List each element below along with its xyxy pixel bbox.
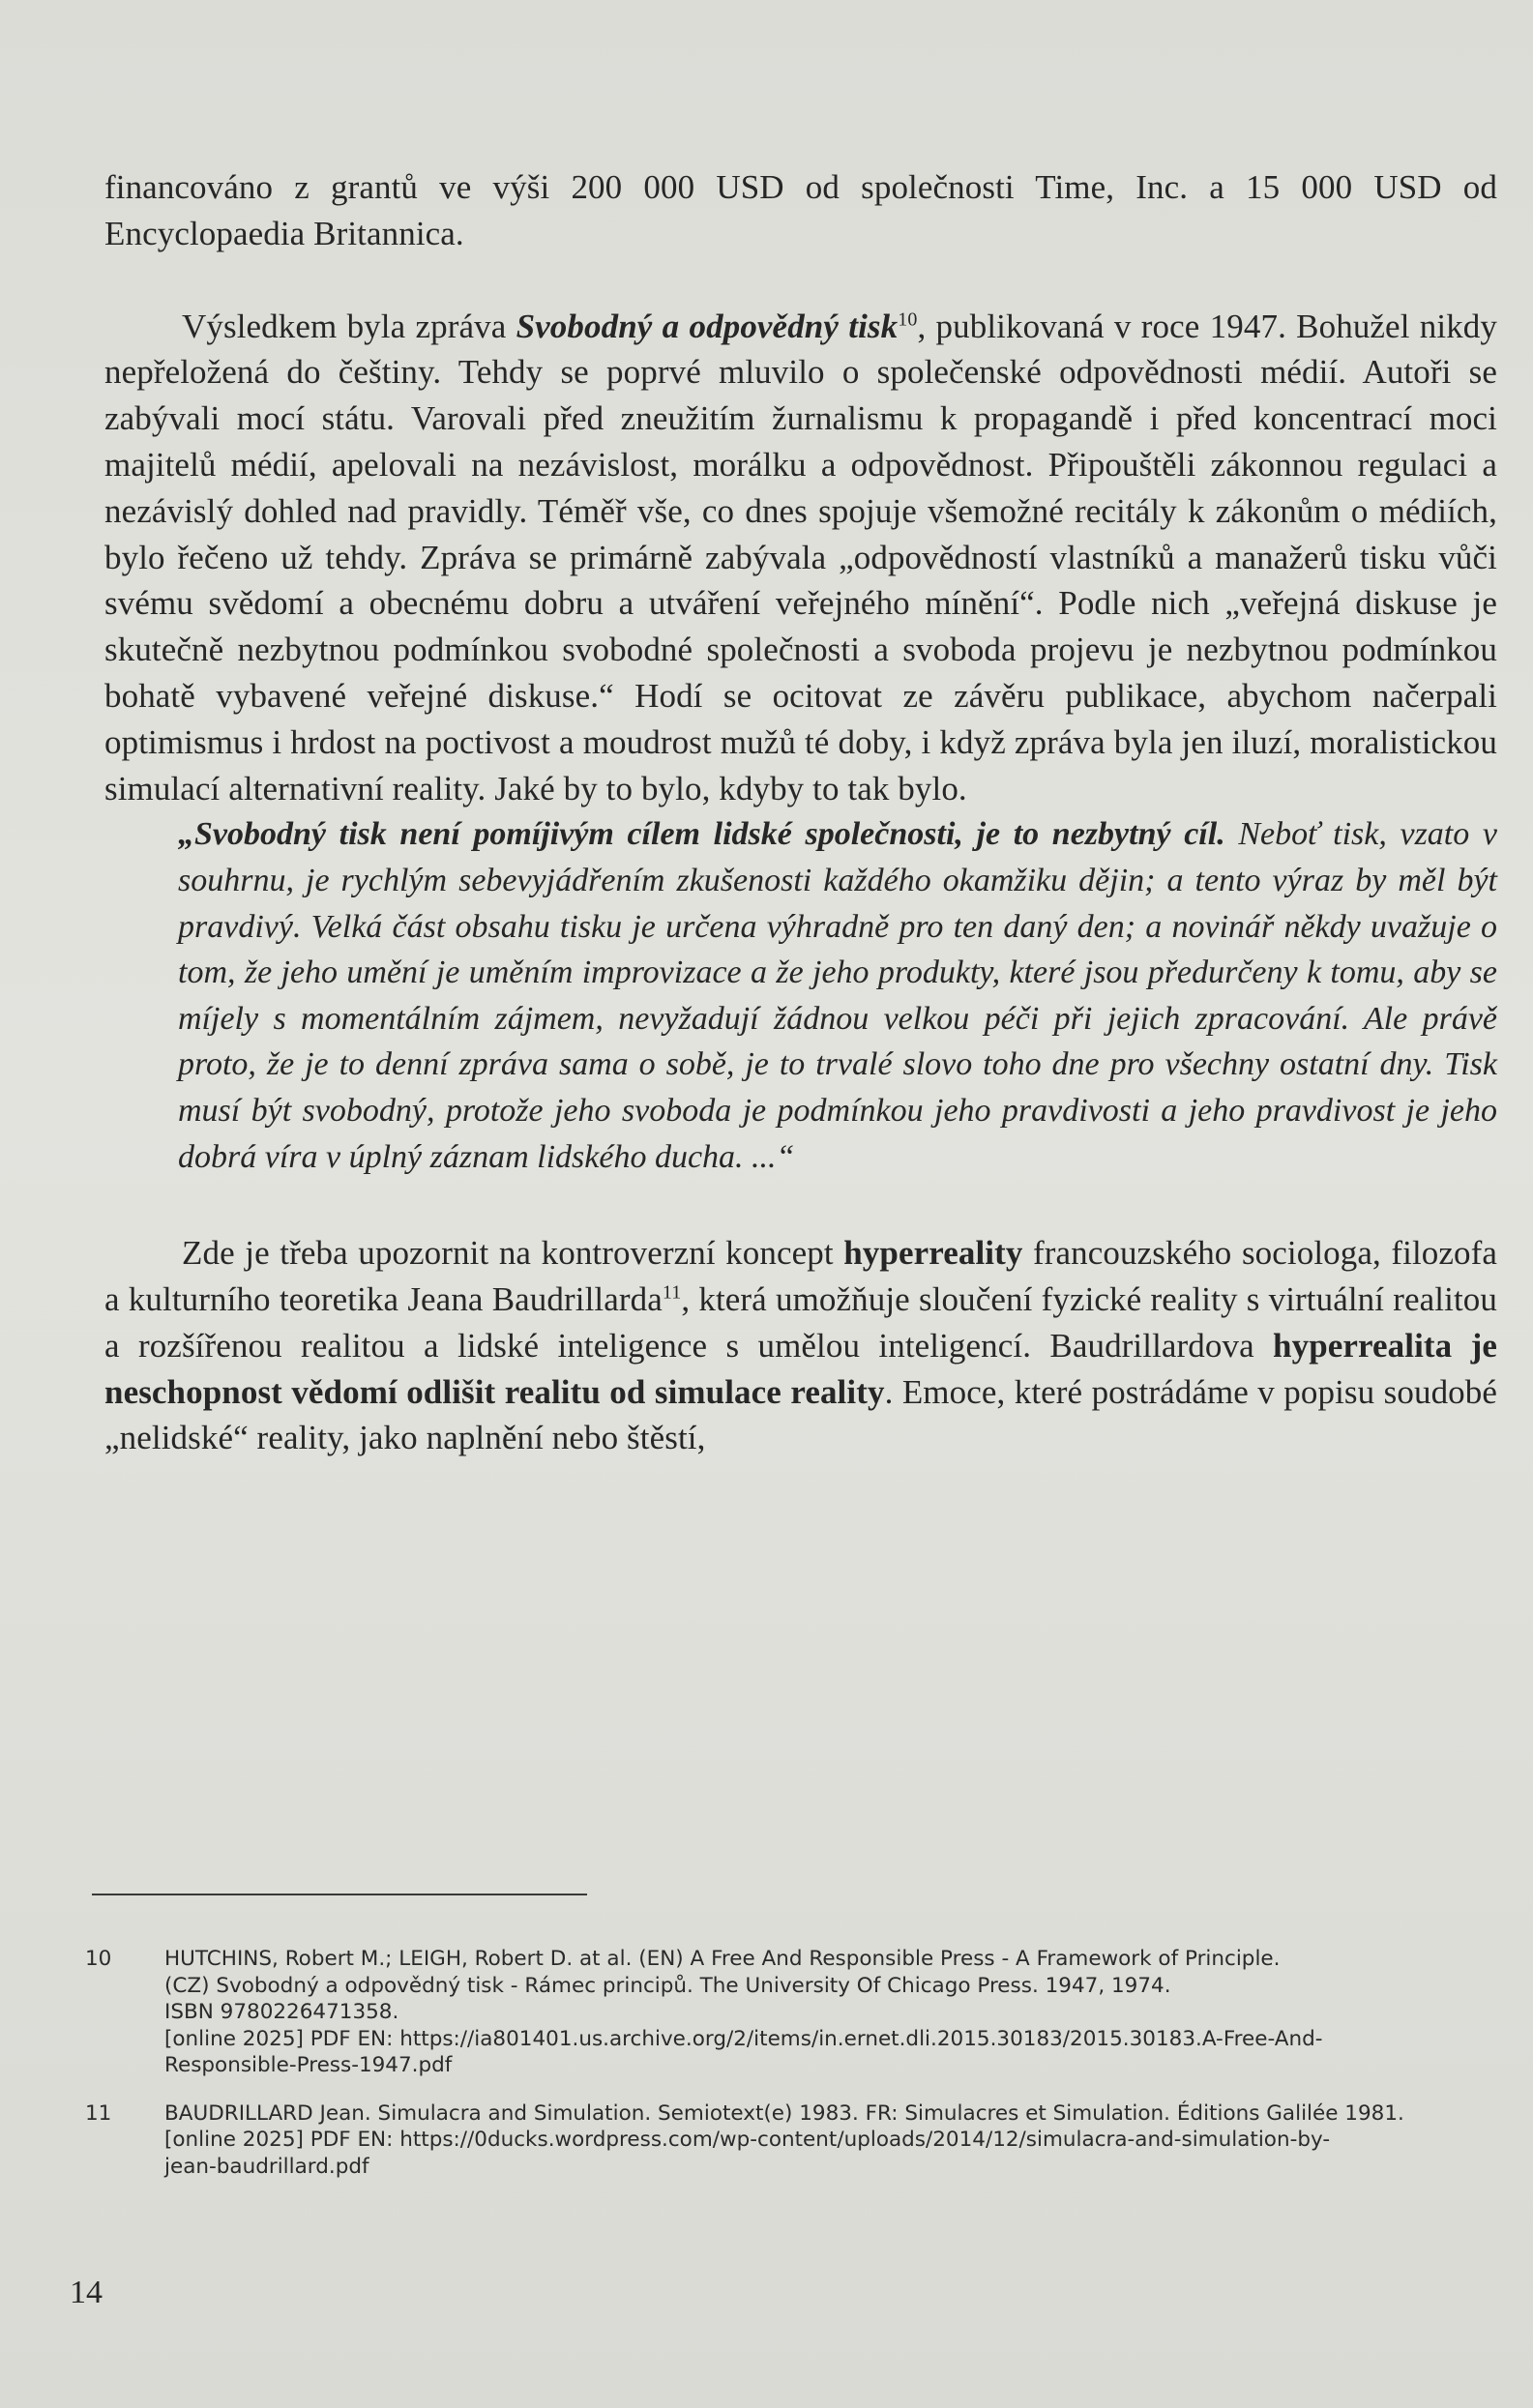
footnote-line: jean-baudrillard.pdf xyxy=(164,2154,369,2179)
paragraph-text: . Emoce, které postrádáme v popisu soudobé „nelidské“ reality, jako naplnění nebo štěstí, xyxy=(104,1372,1498,1457)
paragraph-text: francouzského sociologa, filozofa a kulturního teoretika Jeana Baudrillarda xyxy=(104,1234,1498,1318)
quote-lead: „Svobodný tisk není pomíjivým cílem lidské společnosti, je to nezbytný cíl. xyxy=(178,816,1225,853)
term-hyperreality: hyperreality xyxy=(843,1234,1023,1273)
paragraph-hyperreality xyxy=(104,1230,1497,1461)
hyperreality-definition: hyperrealita je neschopnost vědomí odlišit realitu od simulace reality xyxy=(104,1326,1497,1411)
footnote-ref-11: 11 xyxy=(662,1281,682,1304)
footnotes xyxy=(85,1946,1478,2201)
paragraph-report xyxy=(104,304,1497,812)
footnote-line: (CZ) Svobodný a odpovědný tisk - Rámec principů. The University Of Chicago Press. 1947, 1974. xyxy=(164,1973,1171,1998)
report-title: Svobodný a odpovědný tisk xyxy=(516,307,899,345)
footnote-body xyxy=(164,1946,1478,2079)
paragraph-continuation: financováno z grantů ve výši 200 000 USD od společnosti Time, Inc. a 15 000 USD od Encyclopaedia Britannica. xyxy=(104,168,1497,252)
footnote-line: HUTCHINS, Robert M.; LEIGH, Robert D. at al. (EN) A Free And Responsible Press - A Framework of Principle. xyxy=(164,1947,1281,1971)
footnote-line: [online 2025] PDF EN: https://ia801401.us.archive.org/2/items/in.ernet.dli.2015.30183/2015.30183.A-Free-And- xyxy=(164,2026,1323,2051)
footnote-number: 11 xyxy=(85,2100,112,2126)
paragraph-text: , publikovaná v roce 1947. Bohužel nikdy nepřeložená do češtiny. Tehdy se poprvé mluvilo o společenské odpovědnosti médií. Autoři se zabývali mocí státu. Varovali před zneužitím žurnalismu k propagandě i před koncentrací moci majitelů médií, apelovali na nezávislost, morálku a odpovědnost. Připouštěli zákonnou regulaci a nezávislý dohled nad pravidly. Téměř vše, co dnes spojuje všemožné recitály k zákonům o médiích, bylo řečeno už tehdy. Zpráva se primárně zabývala „odpovědností vlastníků a manažerů tisku vůči svému svědomí a obecnému dobru a utváření veřejného mínění“. Podle nich „veřejná diskuse je skutečně nezbytnou podmínkou svobodné společnosti a svoboda projevu je nezbytnou podmínkou bohatě vybavené veřejné diskuse.“ Hodí se ocitovat ze závěru publikace, abychom načerpali optimismus i hrdost na poctivost a moudrost mužů té doby, i když zpráva byla jen iluzí, moralistickou simulací alternativní reality. Jaké by to bylo, kdyby to tak bylo. xyxy=(104,307,1497,808)
main-text xyxy=(104,164,1497,1461)
footnote-ref-10: 10 xyxy=(898,308,918,330)
footnote-divider xyxy=(92,1894,587,1895)
footnote-number: 10 xyxy=(85,1947,112,1971)
footnote-10 xyxy=(85,1946,1478,2079)
footnote-11 xyxy=(85,2100,1478,2181)
paragraph-text: , která umožňuje sloučení fyzické reality s virtuální realitou a rozšířenou realitou a lidské inteligence s umělou inteligencí. Baudrillardova xyxy=(104,1279,1497,1365)
footnote-line: Responsible-Press-1947.pdf xyxy=(164,2053,453,2077)
block-quote xyxy=(178,811,1497,1180)
footnote-line: ISBN 9780226471358. xyxy=(164,2000,399,2024)
footnote-line: BAUDRILLARD Jean. Simulacra and Simulation. Semiotext(e) 1983. FR: Simulacres et Simulation. Éditions Galilée 1981. xyxy=(164,2100,1404,2126)
footnote-body xyxy=(164,2100,1478,2181)
paragraph-text: Zde je třeba upozornit na kontroverzní koncept xyxy=(182,1234,844,1273)
footnote-line: [online 2025] PDF EN: https://0ducks.wordpress.com/wp-content/uploads/2014/12/simulacra-and-simulation-by- xyxy=(164,2128,1331,2152)
page-number: 14 xyxy=(70,2275,103,2310)
paragraph-text: Výsledkem byla zpráva xyxy=(182,307,516,345)
quote-text: Neboť tisk, vzato v souhrnu, je rychlým sebevyjádřením zkušenosti každého okamžiku dějin; a tento výraz by měl být pravdivý. Velká část obsahu tisku je určena výhradně pro ten daný den; a novinář někdy uvažuje o tom, že jeho umění je uměním improvizace a že jeho produkty, které jsou předurčeny k tomu, aby se míjely s momentálním zájmem, nevyžadují žádnou velkou péči při jejich zpracování. Ale právě proto, že je to denní zpráva sama o sobě, je to trvalé slovo toho dne pro všechny ostatní dny. Tisk musí být svobodný, protože jeho svoboda je podmínkou jeho pravdivosti a jeho pravdivost je jeho dobrá víra v úplný záznam lidského ducha. ...“ xyxy=(178,816,1497,1175)
